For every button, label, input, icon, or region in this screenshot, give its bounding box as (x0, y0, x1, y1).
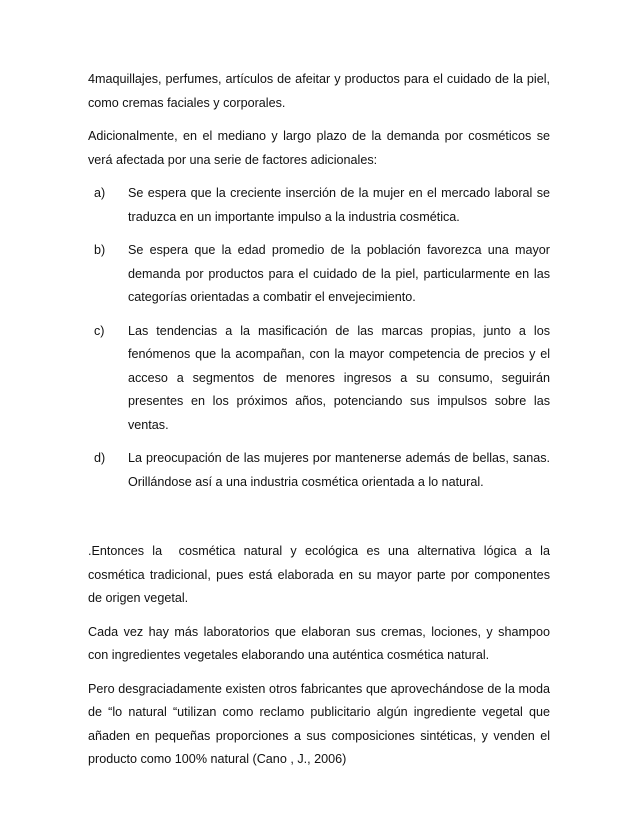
paragraph-intro: 4maquillajes, perfumes, artículos de afeitar y productos para el cuidado de la piel, como cremas faciales y corporales. (88, 72, 550, 110)
list-item-text: Se espera que la creciente inserción de la mujer en el mercado laboral se traduzca en un importante impulso a la industria cosmética. (128, 186, 550, 224)
list-item-text: Las tendencias a la masificación de las marcas propias, junto a los fenómenos que la acompañan, con la mayor competencia de precios y el acceso a segmentos de menores ingresos a su consumo, seguirán presentes en los próximos años, potenciando sus impulsos sobre las ventas. (128, 323, 550, 432)
list-item (91, 447, 550, 494)
paragraph-manufacturers: Pero desgraciadamente existen otros fabricantes que aprovechándose de la moda de “lo natural “utilizan como reclamo publicitario algún ingrediente vegetal que añaden en pequeñas proporciones a sus composiciones sintéticas, y venden el producto como 100% natural (Cano , J., 2006) (88, 681, 550, 766)
list-item (91, 182, 550, 229)
list-marker: b) (94, 243, 106, 257)
list-item-text: Se espera que la edad promedio de la población favorezca una mayor demanda por productos para el cuidado de la piel, particularmente en las categorías orientadas a combatir el envejecimiento. (128, 243, 550, 304)
paragraph-factors: Adicionalmente, en el mediano y largo plazo de la demanda por cosméticos se verá afectada por una serie de factores adicionales: (88, 129, 550, 167)
list-marker: d) (94, 451, 106, 465)
paragraph-laboratories: Cada vez hay más laboratorios que elaboran sus cremas, lociones, y shampoo con ingredientes vegetales elaborando una auténtica cosmética natural. (88, 624, 550, 662)
paragraph-natural-cosmetics: .Entonces la cosmética natural y ecológica es una alternativa lógica a la cosmética tradicional, pues está elaborada en su mayor parte por componentes de origen vegetal. (88, 544, 554, 605)
section-gap (88, 504, 550, 540)
list-marker: c) (94, 323, 105, 338)
list-marker: a) (94, 186, 106, 200)
list-item (91, 320, 550, 438)
document-page (88, 68, 554, 782)
list-item (91, 239, 550, 310)
list-item-text: La preocupación de las mujeres por mantenerse además de bellas, sanas. Orillándose así a una industria cosmética orientada a lo natural. (128, 451, 550, 489)
factors-list (88, 182, 550, 494)
